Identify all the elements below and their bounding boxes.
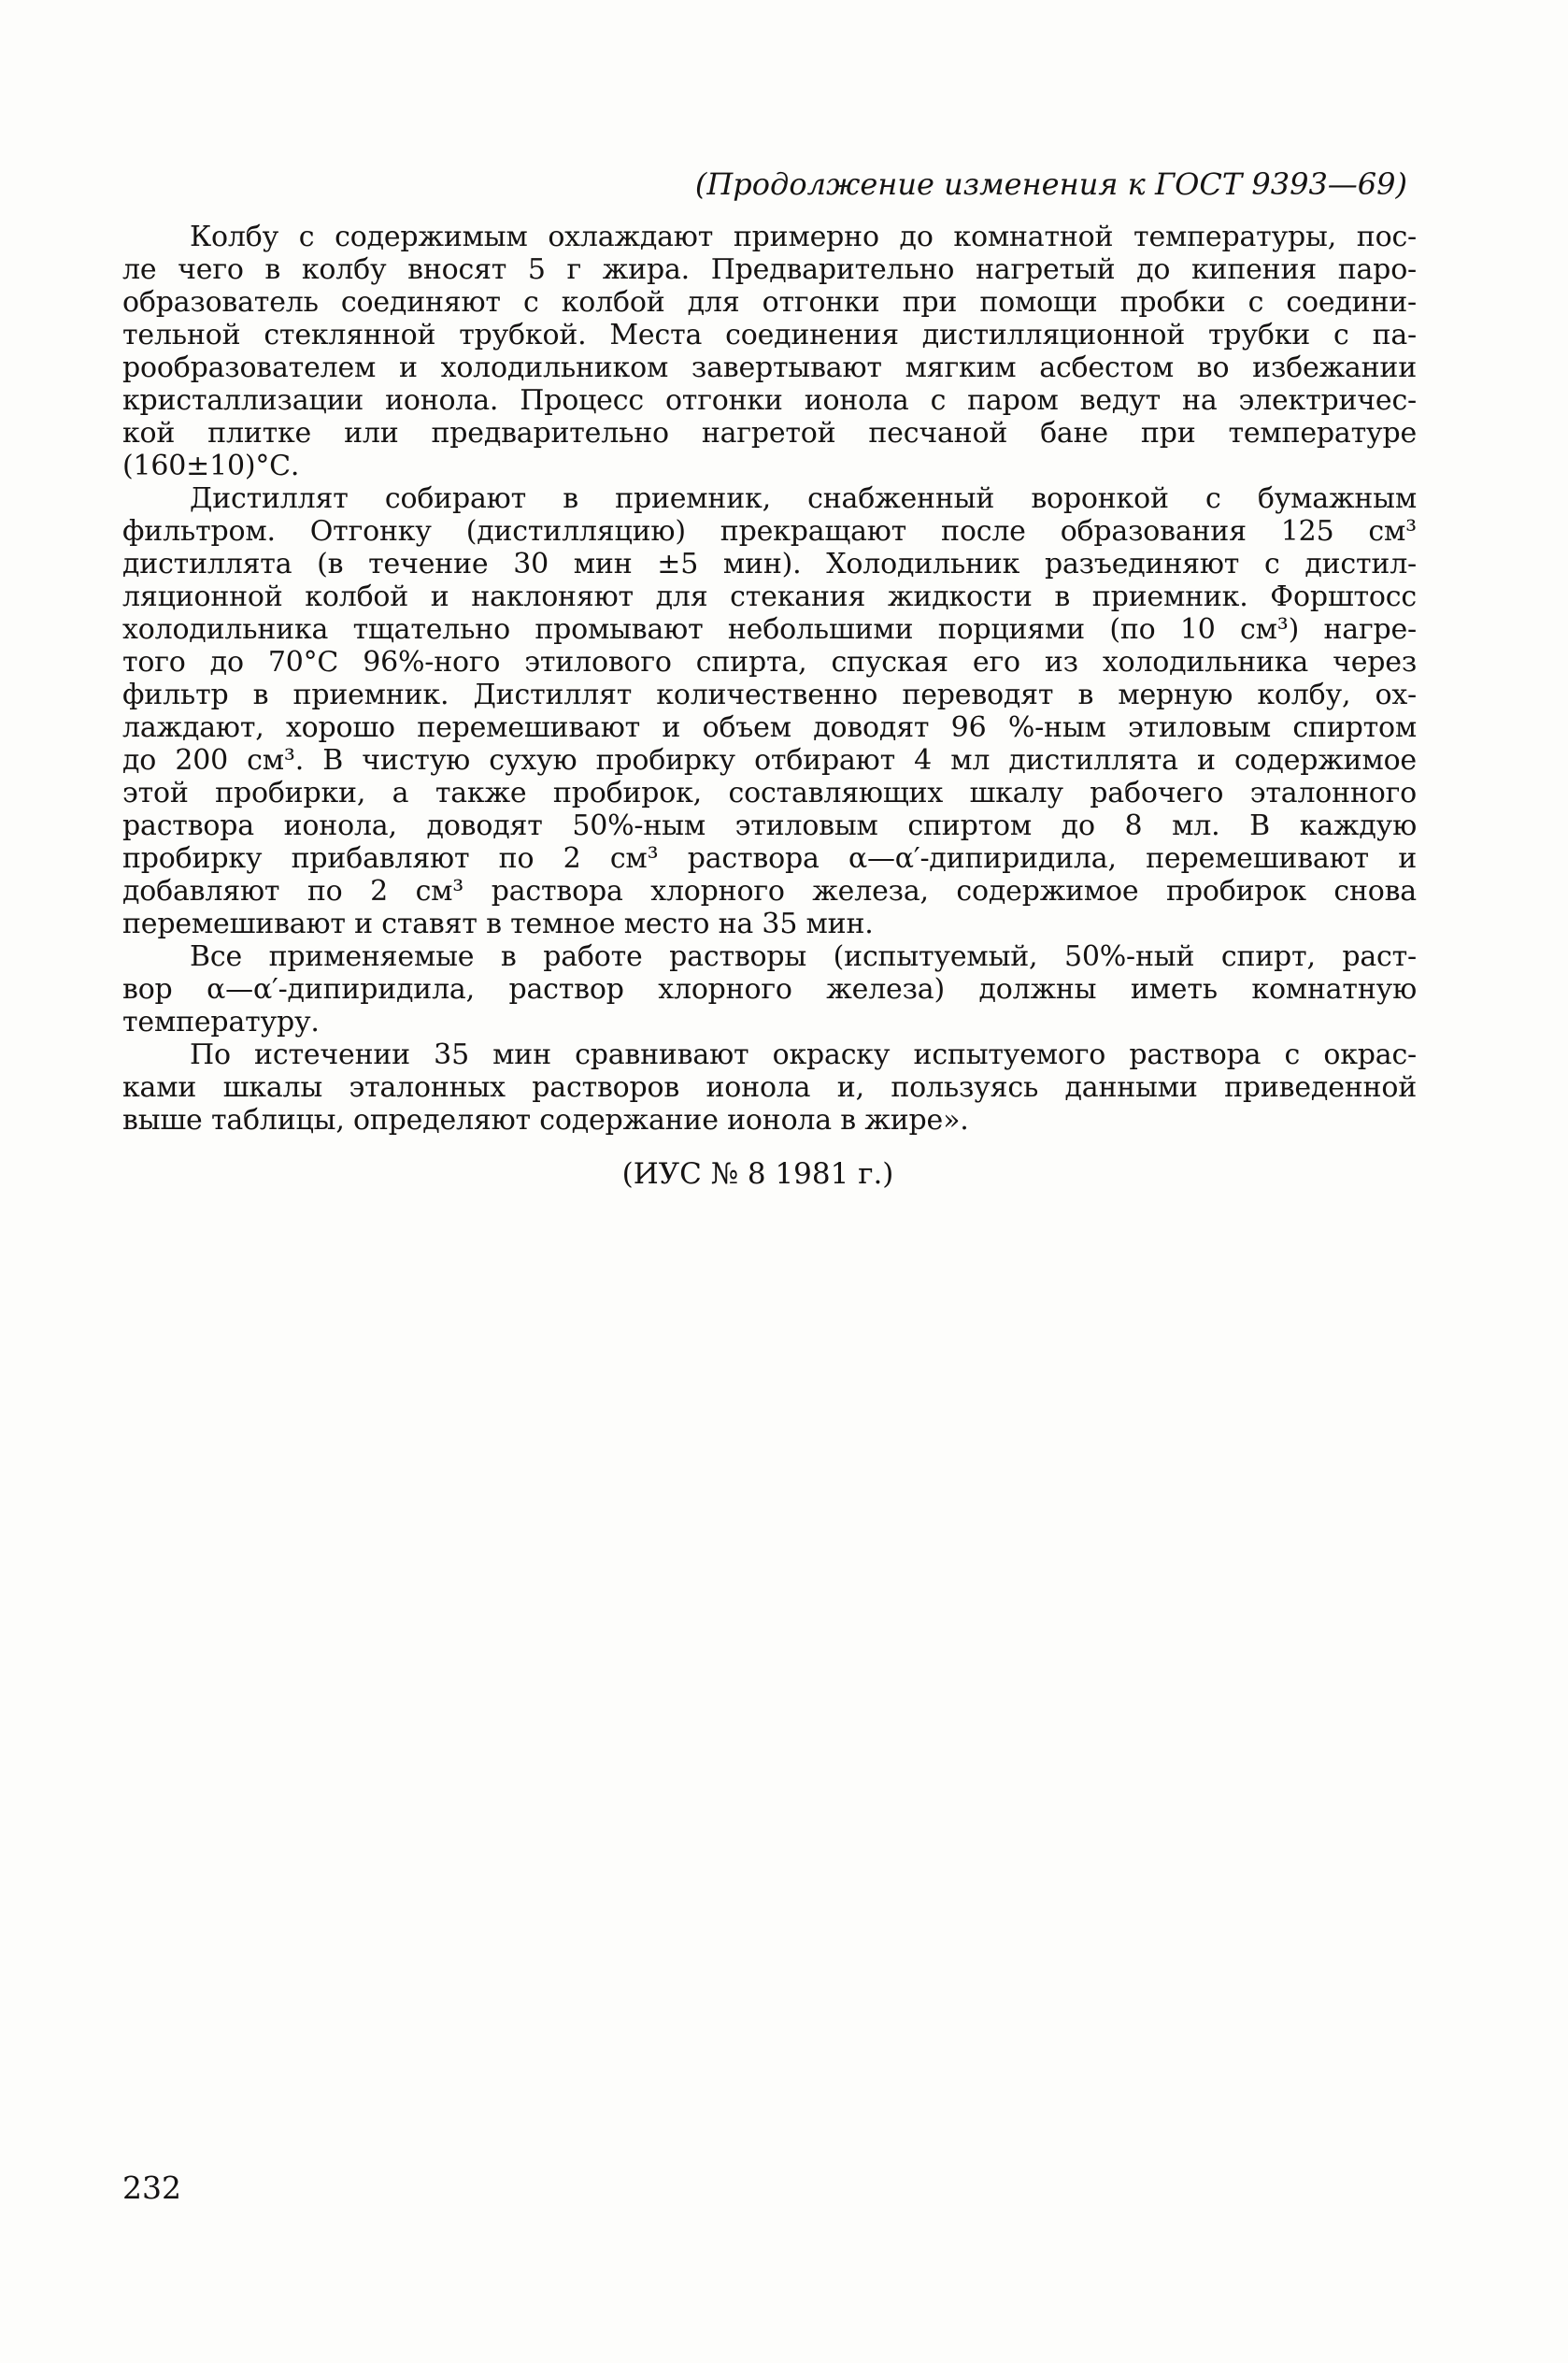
text-line: вор α—α′-дипиридила, раствор хлорного железа) должны иметь комнатную	[122, 973, 1417, 1006]
text-line: фильтр в приемник. Дистиллят количественно переводят в мерную колбу, ох-	[122, 679, 1417, 711]
text-line: выше таблицы, определяют содержание ионола в жире».	[122, 1104, 969, 1137]
text-line: перемешивают и ставят в темное место на 35 мин.	[122, 908, 874, 940]
text-line: Дистиллят собирают в приемник, снабженный воронкой с бумажным	[190, 482, 1417, 515]
text-line: (160±10)°С.	[122, 450, 300, 482]
text-line: тельной стеклянной трубкой. Места соединения дистилляционной трубки с па-	[122, 319, 1417, 351]
text-line: пробирку прибавляют по 2 см³ раствора α—α′-дипиридила, перемешивают и	[122, 842, 1417, 875]
text-line: ками шкалы эталонных растворов ионола и, пользуясь данными приведенной	[122, 1071, 1417, 1104]
text-line: холодильника тщательно промывают небольшими порциями (по 10 см³) нагре-	[122, 613, 1417, 646]
text-line: кристаллизации ионола. Процесс отгонки ионола с паром ведут на электричес-	[122, 384, 1417, 417]
text-line: того до 70°С 96%-ного этилового спирта, спуская его из холодильника через	[122, 646, 1417, 679]
text-line: ле чего в колбу вносят 5 г жира. Предварительно нагретый до кипения паро-	[122, 253, 1417, 286]
text-line: кой плитке или предварительно нагретой песчаной бане при температуре	[122, 417, 1417, 450]
paragraph	[122, 940, 1417, 1038]
text-line: Колбу с содержимым охлаждают примерно до комнатной температуры, пос-	[190, 221, 1417, 253]
text-line: раствора ионола, доводят 50%-ным этиловым спиртом до 8 мл. В каждую	[122, 809, 1417, 842]
paragraph	[122, 221, 1417, 482]
text-line: образователь соединяют с колбой для отгонки при помощи пробки с соедини-	[122, 286, 1417, 319]
text-line: фильтром. Отгонку (дистилляцию) прекращают после образования 125 см³	[122, 515, 1417, 548]
issue-note: (ИУС № 8 1981 г.)	[621, 1157, 894, 1191]
text-line: рообразователем и холодильником завертывают мягким асбестом во избежании	[122, 351, 1417, 384]
text-line: температуру.	[122, 1006, 320, 1038]
text-line: дистиллята (в течение 30 мин ±5 мин). Холодильник разъединяют с дистил-	[122, 548, 1417, 580]
paragraph	[122, 1038, 1417, 1137]
document-body	[122, 221, 1417, 1137]
page-number: 232	[122, 2170, 181, 2206]
text-line: до 200 см³. В чистую сухую пробирку отбирают 4 мл дистиллята и содержимое	[122, 744, 1417, 777]
text-line: ляционной колбой и наклоняют для стекания жидкости в приемник. Форштосс	[122, 580, 1417, 613]
text-line: Все применяемые в работе растворы (испытуемый, 50%-ный спирт, раст-	[190, 940, 1417, 973]
text-line: лаждают, хорошо перемешивают и объем доводят 96 %-ным этиловым спиртом	[122, 711, 1417, 744]
document-continuation-header: (Продолжение изменения к ГОСТ 9393—69)	[694, 166, 1407, 202]
text-line: добавляют по 2 см³ раствора хлорного железа, содержимое пробирок снова	[122, 875, 1417, 908]
text-line: По истечении 35 мин сравнивают окраску испытуемого раствора с окрас-	[190, 1038, 1417, 1071]
text-line: этой пробирки, а также пробирок, составляющих шкалу рабочего эталонного	[122, 777, 1417, 809]
paragraph	[122, 482, 1417, 940]
